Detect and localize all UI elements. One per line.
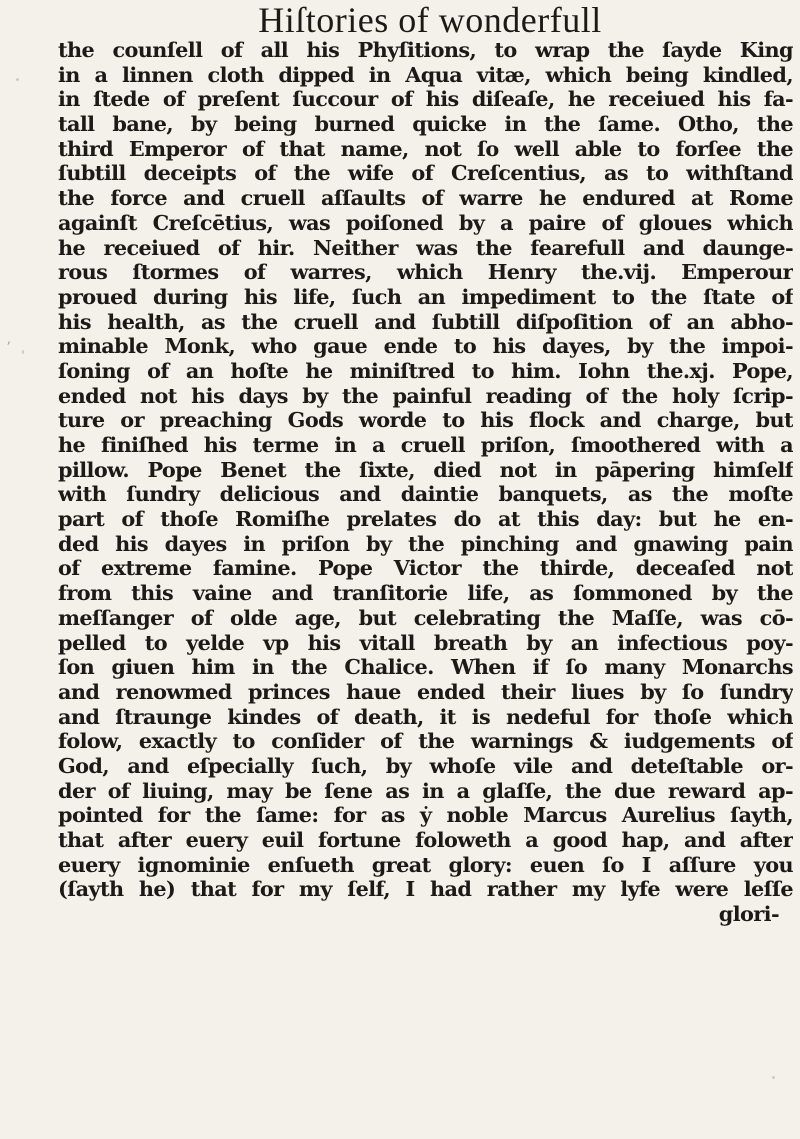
text-line: minable Monk, who gaue ende to his dayes, by the impoi-: [58, 334, 793, 359]
text-line: and renowmed princes haue ended their liues by ſo ſundry: [58, 679, 793, 704]
text-line: the counſell of all his Phyſitions, to wrap the ſayde King: [58, 38, 793, 62]
text-line: he finiſhed his terme in a cruell priſon, ſmoothered with a: [58, 433, 793, 457]
text-line: ſoning of an hoſte he miniſtred to him. Iohn the.xj. Pope,: [58, 358, 793, 383]
margin-mark-icon: ʼ: [6, 340, 11, 356]
text-line: pointed for the ſame: for as ẏ noble Marcus Aurelius ſayth,: [58, 803, 793, 828]
text-line: proued during his life, ſuch an impediment to the ſtate of: [58, 284, 793, 309]
text-line: ture or preaching Gods worde to his flock and charge, but: [58, 408, 793, 433]
text-line: pillow. Pope Benet the ſixte, died not in pāpering himſelf: [58, 457, 793, 482]
text-line: ſubtill deceipts of the wife of Creſcentius, as to withſtand: [58, 161, 793, 186]
text-line: meſſanger of olde age, but celebrating the Maſſe, was cō-: [58, 605, 793, 630]
text-line: third Emperor of that name, not ſo well able to forſee the: [58, 136, 793, 161]
text-line: (ſayth he) that for my ſelf, I had rather my lyfe were leſſe: [58, 877, 793, 902]
text-line: that after euery euil fortune foloweth a good hap, and after: [58, 828, 793, 852]
text-line: of extreme famine. Pope Victor the thirde, deceaſed not: [58, 556, 793, 581]
text-line: in a linnen cloth dipped in Aqua vitæ, which being kindled,: [58, 62, 793, 87]
text-line: folow, exactly to conſider of the warnings & iudgements of: [58, 729, 793, 754]
page-speck: [772, 1076, 775, 1079]
text-line: from this vaine and tranſitorie life, as ſommoned by the: [58, 581, 793, 606]
text-line: againſt Creſcētius, was poiſoned by a paire of gloues which: [58, 210, 793, 235]
page-speck: [16, 78, 19, 81]
text-line: God, and eſpecially ſuch, by whoſe vile and deteſtable or-: [58, 753, 793, 778]
catchword: glori-: [718, 902, 779, 927]
text-line: and ſtraunge kindes of death, it is nedeful for thoſe which: [58, 704, 793, 729]
text-line: pelled to yelde vp his vitall breath by an infectious poy-: [58, 630, 793, 655]
text-line: with ſundry delicious and daintie banquets, as the moſte: [58, 482, 793, 507]
running-head: Hiſtories of wonderfull: [258, 0, 602, 40]
text-line: rous ſtormes of warres, which Henry the.vij. Emperour: [58, 260, 793, 285]
text-line: tall bane, by being burned quicke in the ſame. Otho, the: [58, 112, 793, 137]
text-line: the force and cruell aſſaults of warre he endured at Rome: [58, 186, 793, 211]
text-line: he receiued of hir. Neither was the fearefull and daunge-: [58, 235, 793, 260]
text-line: in ſtede of preſent ſuccour of his diſeaſe, he receiued his fa-: [58, 87, 793, 112]
text-line: ended not his days by the painful reading of the holy ſcrip-: [58, 383, 793, 408]
text-line: ded his dayes in priſon by the pinching and gnawing pain: [58, 531, 793, 556]
text-line: his health, as the cruell and ſubtill diſpoſition of an abho-: [58, 309, 793, 334]
text-line: part of thoſe Romiſhe prelates do at this day: but he en-: [58, 507, 793, 532]
page-speck: [22, 350, 24, 354]
text-line: euery ignominie enſueth great glory: euen ſo I aſſure you: [58, 852, 793, 877]
text-line: ſon giuen him in the Chalice. When if ſo many Monarchs: [58, 655, 793, 680]
text-line: der of liuing, may be ſene as in a glaſſe, the due reward ap-: [58, 778, 793, 803]
body-text: [58, 38, 793, 927]
